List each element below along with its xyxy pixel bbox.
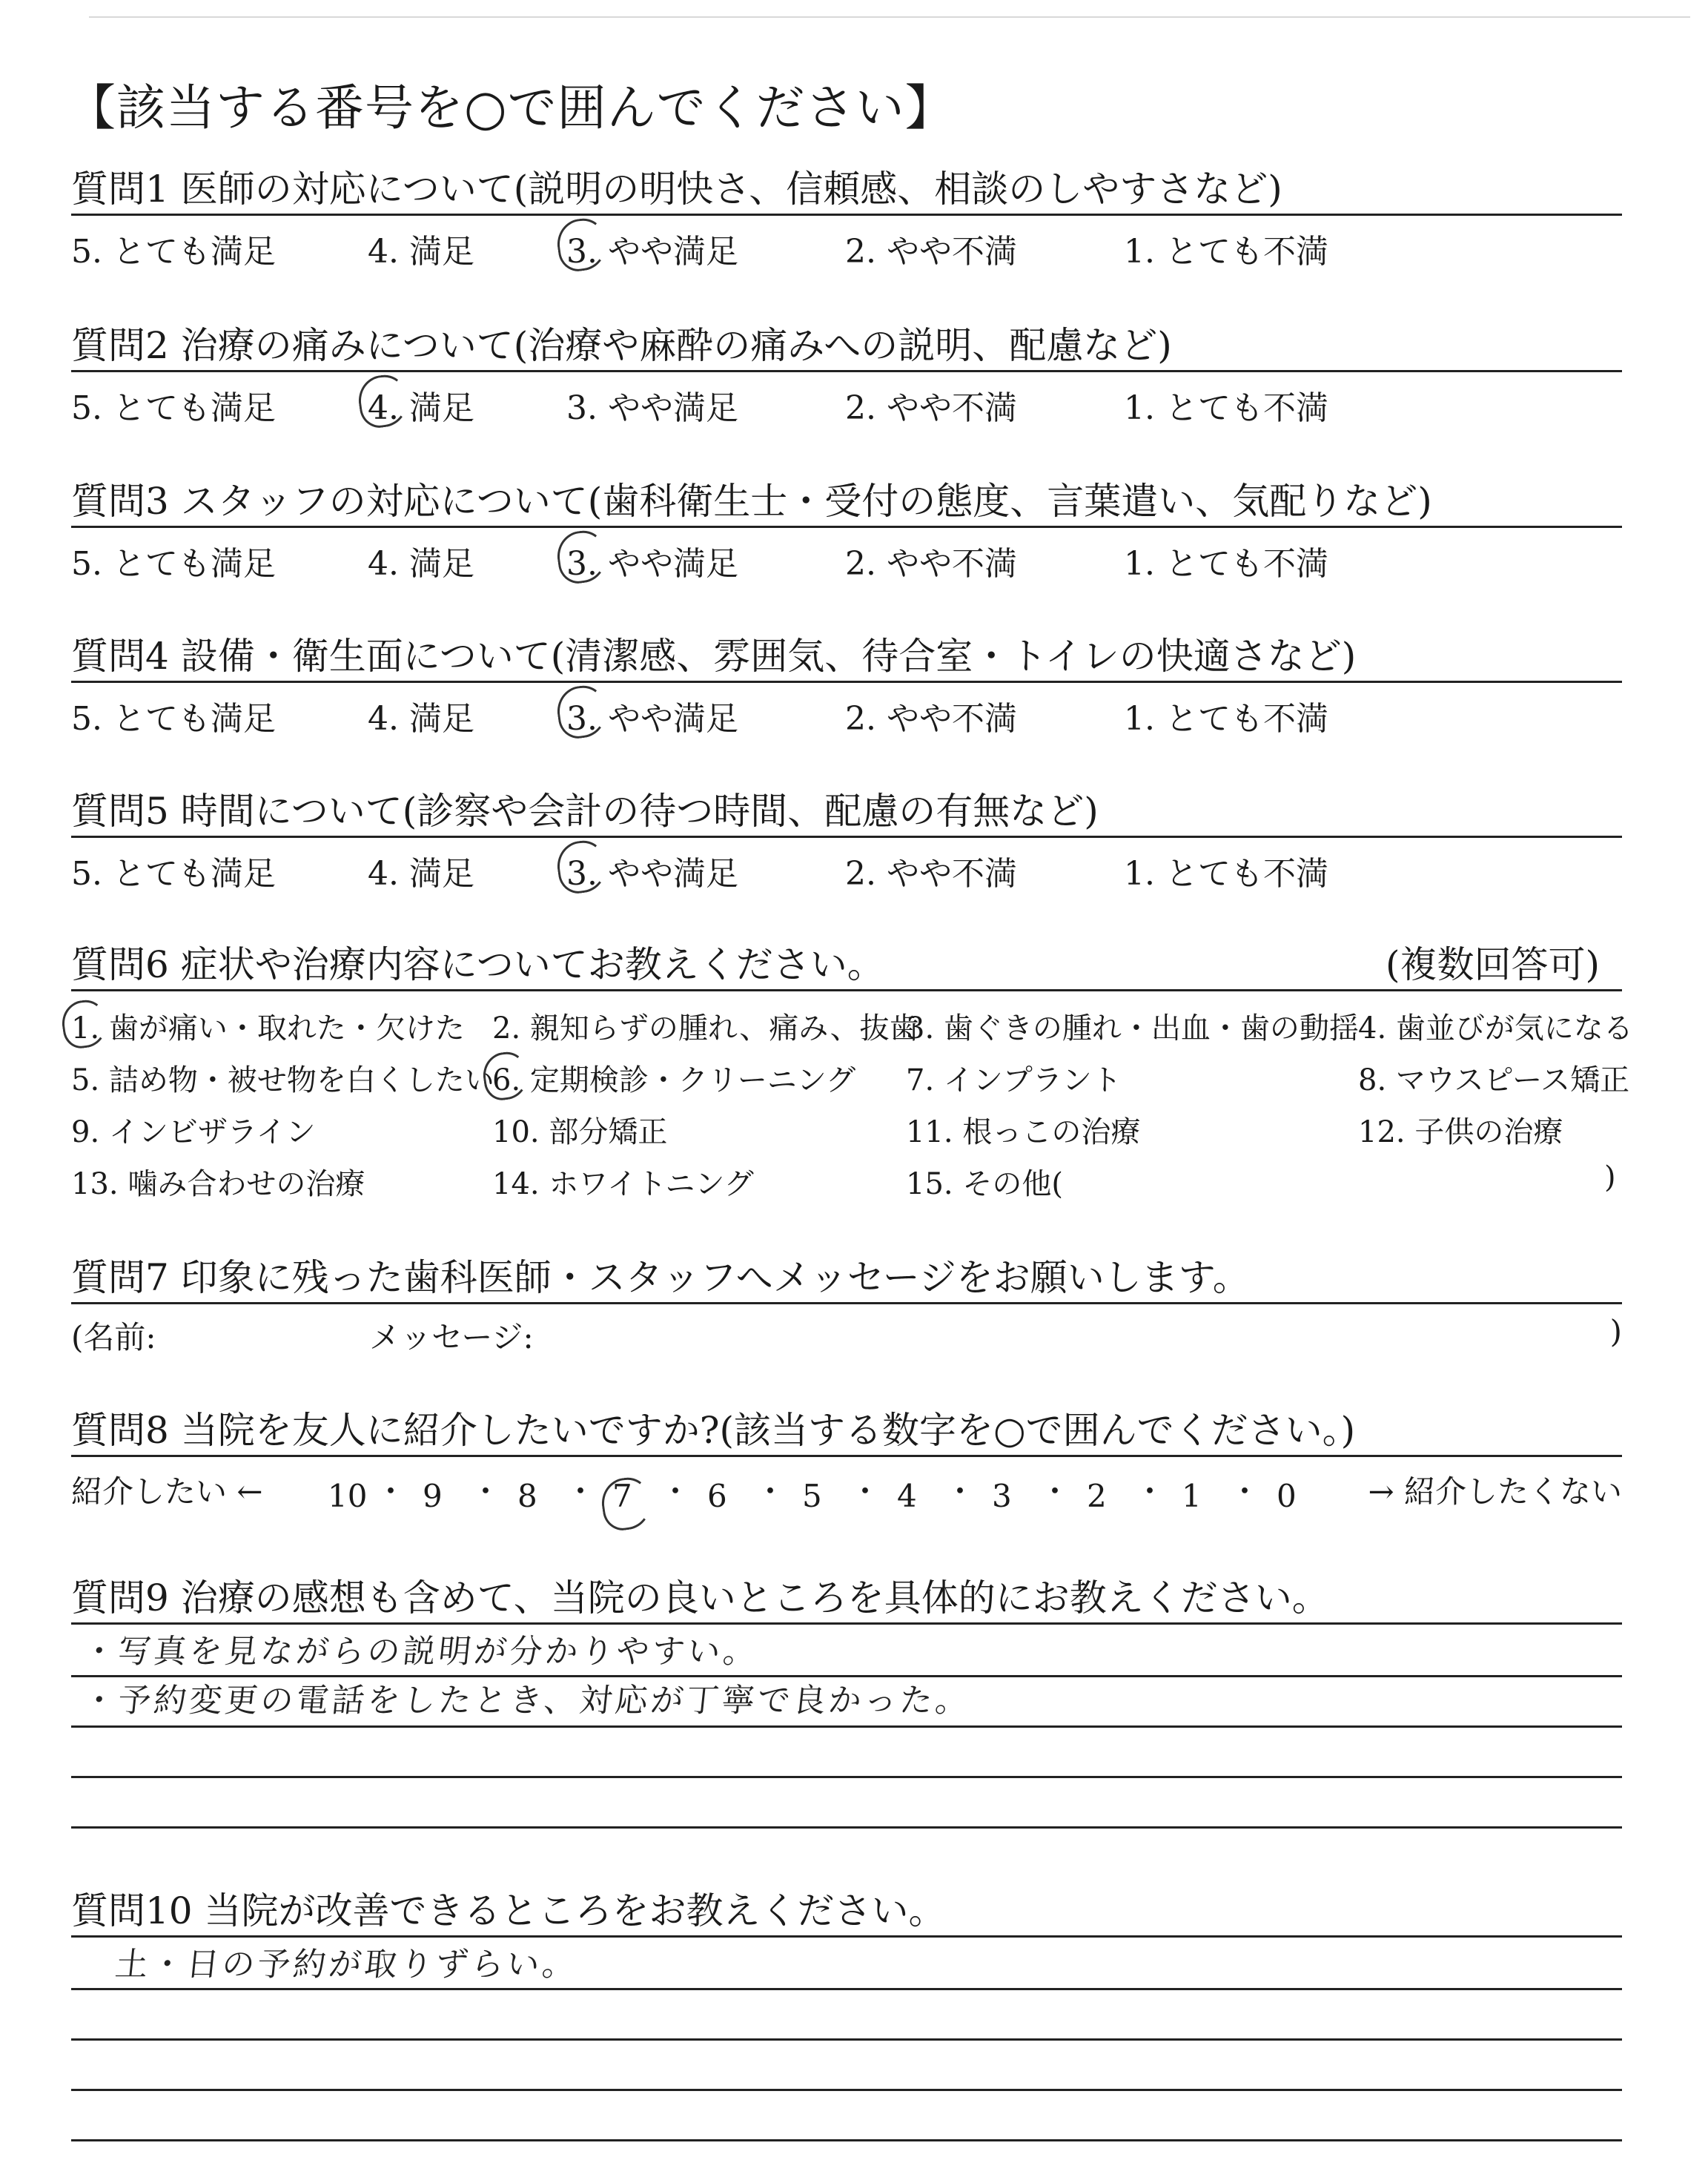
question-10	[71, 1886, 1622, 2160]
treatment-option-label: 8. マウスピース矯正	[1358, 1063, 1630, 1097]
question-title: 質問5 時間について(診察や会計の待つ時間、配慮の有無など)	[71, 787, 1622, 838]
question-8	[71, 1406, 1622, 1514]
rating-option-label: 5. とても満足	[71, 545, 276, 583]
recommend-value-label: 8	[517, 1478, 537, 1514]
scale-separator: ・	[565, 1473, 597, 1510]
name-label: (名前:	[71, 1319, 156, 1355]
treatment-option-7[interactable]	[906, 1057, 1122, 1099]
treatment-option-label: 2. 親知らずの腫れ、痛み、抜歯	[492, 1011, 919, 1046]
answer-line	[71, 2089, 1622, 2091]
rating-option-3[interactable]	[566, 537, 738, 584]
rating-option-5[interactable]	[71, 692, 276, 739]
treatment-option-label: 15. その他(	[906, 1167, 1063, 1201]
question-title: 質問8 当院を友人に紹介したいですか?(該当する数字を○で囲んでください。)	[71, 1406, 1622, 1457]
treatment-option-9[interactable]	[71, 1109, 316, 1151]
message-label: メッセージ:	[369, 1319, 534, 1355]
rating-options	[71, 838, 1622, 893]
rating-option-label: 5. とても満足	[71, 855, 276, 893]
treatment-option-4[interactable]	[1358, 1005, 1633, 1047]
rating-option-1[interactable]	[1124, 847, 1328, 894]
rating-option-4[interactable]	[368, 225, 474, 272]
treatment-option-label: )	[1604, 1160, 1616, 1195]
rating-options	[71, 372, 1622, 427]
rating-option-label: 1. とても不満	[1124, 233, 1328, 271]
rating-option-2[interactable]	[845, 537, 1017, 584]
question-2	[71, 321, 1622, 427]
recommend-value-label: 10	[328, 1478, 368, 1514]
rating-option-label: 2. やや不満	[845, 233, 1017, 271]
question-6-title: 質問6 症状や治療内容についてお教えください。	[71, 943, 884, 986]
rating-option-label: 4. 満足	[368, 700, 474, 738]
rating-option-4[interactable]	[368, 692, 474, 739]
handwritten-answer: ・写真を見ながらの説明が分かりやすい。	[80, 1633, 761, 1671]
rating-option-3[interactable]	[566, 225, 738, 272]
treatment-option-label: 11. 根っこの治療	[906, 1115, 1141, 1149]
question-1	[71, 165, 1622, 271]
treatment-option-label: 12. 子供の治療	[1358, 1115, 1563, 1149]
treatment-option-label: 9. インビザライン	[71, 1115, 316, 1149]
treatment-option-13[interactable]	[71, 1160, 365, 1203]
rating-option-label: 4. 満足	[368, 389, 474, 427]
rating-option-2[interactable]	[845, 381, 1017, 429]
treatment-option-12[interactable]	[1358, 1109, 1563, 1151]
rating-option-label: 4. 満足	[368, 233, 474, 271]
rating-option-label: 5. とても満足	[71, 233, 276, 271]
recommend-value-4[interactable]	[897, 1467, 917, 1514]
recommend-value-label: 9	[423, 1478, 443, 1514]
answer-line	[71, 2139, 1622, 2141]
treatment-options	[71, 991, 1633, 1206]
rating-option-1[interactable]	[1124, 381, 1328, 429]
rating-option-label: 3. やや満足	[566, 389, 738, 427]
treatment-option-label: 4. 歯並びが気になる	[1358, 1011, 1633, 1046]
rating-option-label: 1. とても不満	[1124, 700, 1328, 738]
recommend-value-label: 7	[612, 1478, 632, 1514]
question-5	[71, 787, 1622, 893]
treatment-option-6[interactable]	[492, 1057, 855, 1099]
message-row	[71, 1304, 1622, 1356]
treatment-option-15[interactable]	[906, 1160, 1063, 1203]
recommend-value-3[interactable]	[992, 1467, 1012, 1514]
scale-separator: ・	[375, 1473, 407, 1510]
recommend-value-0[interactable]	[1277, 1467, 1297, 1514]
treatment-option-10[interactable]	[492, 1109, 667, 1151]
rating-option-3[interactable]	[566, 381, 738, 429]
rating-option-label: 3. やや満足	[566, 233, 738, 271]
recommend-value-7[interactable]	[612, 1467, 632, 1514]
close-paren: )	[1609, 1313, 1622, 1350]
rating-option-label: 5. とても満足	[71, 700, 276, 738]
handwritten-answer: ・予約変更の電話をしたとき、対応が丁寧で良かった。	[80, 1682, 973, 1720]
treatment-option-1[interactable]	[71, 1005, 465, 1047]
treatment-option-label: 5. 詰め物・被せ物を白くしたい	[71, 1063, 494, 1097]
recommend-value-label: 0	[1277, 1478, 1297, 1514]
top-rule	[89, 16, 1690, 18]
treatment-option-label: 14. ホワイトニング	[492, 1167, 754, 1201]
treatment-option-label: 1. 歯が痛い・取れた・欠けた	[71, 1011, 465, 1046]
rating-option-3[interactable]	[566, 692, 738, 739]
rating-option-2[interactable]	[845, 692, 1017, 739]
treatment-option-2[interactable]	[492, 1005, 919, 1047]
recommend-value-label: 2	[1087, 1478, 1107, 1514]
scale-separator: ・	[1039, 1473, 1071, 1510]
rating-option-4[interactable]	[368, 847, 474, 894]
scale-separator: ・	[850, 1473, 881, 1510]
question-9	[71, 1573, 1622, 1892]
rating-option-label: 1. とても不満	[1124, 389, 1328, 427]
treatment-option-label: 3. 歯ぐきの腫れ・出血・歯の動揺	[906, 1011, 1359, 1046]
answer-line	[71, 1826, 1622, 1829]
treatment-option-14[interactable]	[492, 1160, 754, 1203]
recommend-value-5[interactable]	[802, 1467, 822, 1514]
scale-separator: ・	[660, 1473, 692, 1510]
rating-option-1[interactable]	[1124, 225, 1328, 272]
other-close-paren	[1604, 1160, 1616, 1195]
treatment-option-label: 6. 定期検診・クリーニング	[492, 1063, 856, 1097]
question-title: 質問7 印象に残った歯科医師・スタッフへメッセージをお願いします。	[71, 1253, 1622, 1304]
answer-line	[71, 1988, 1622, 1990]
recommend-right-label: → 紹介したくない	[1368, 1473, 1622, 1510]
answer-line	[71, 1725, 1622, 1728]
scale-separator: ・	[755, 1473, 787, 1510]
rating-options	[71, 528, 1622, 583]
treatment-option-3[interactable]	[906, 1005, 1359, 1047]
recommend-value-label: 5	[802, 1478, 822, 1514]
rating-option-1[interactable]	[1124, 692, 1328, 739]
rating-option-label: 2. やや不満	[845, 855, 1017, 893]
answer-area	[71, 1938, 1622, 2160]
rating-option-label: 4. 満足	[368, 855, 474, 893]
rating-option-label: 3. やや満足	[566, 855, 738, 893]
recommend-value-8[interactable]	[517, 1467, 537, 1514]
page-heading: 【該当する番号を○で囲んでください】	[67, 79, 955, 136]
recommend-value-6[interactable]	[707, 1467, 727, 1514]
scale-separator: ・	[944, 1473, 976, 1510]
treatment-option-label: 13. 噛み合わせの治療	[71, 1167, 365, 1201]
recommend-value-label: 6	[707, 1478, 727, 1514]
rating-option-5[interactable]	[71, 537, 276, 584]
rating-option-2[interactable]	[845, 225, 1017, 272]
rating-option-4[interactable]	[368, 537, 474, 584]
recommend-value-1[interactable]	[1182, 1467, 1202, 1514]
recommend-left-label: 紹介したい ←	[71, 1473, 263, 1510]
question-title: 質問1 医師の対応について(説明の明快さ、信頼感、相談のしやすさなど)	[71, 165, 1622, 216]
question-3	[71, 477, 1622, 583]
treatment-option-label: 7. インプラント	[906, 1063, 1122, 1097]
rating-option-label: 5. とても満足	[71, 389, 276, 427]
rating-option-label: 2. やや不満	[845, 545, 1017, 583]
rating-option-label: 1. とても不満	[1124, 545, 1328, 583]
rating-option-label: 3. やや満足	[566, 700, 738, 738]
question-6	[71, 940, 1633, 1206]
rating-option-5[interactable]	[71, 847, 276, 894]
question-title: 質問2 治療の痛みについて(治療や麻酔の痛みへの説明、配慮など)	[71, 321, 1622, 372]
treatment-option-label: 10. 部分矯正	[492, 1115, 668, 1149]
question-title: 質問10 当院が改善できるところをお教えください。	[71, 1886, 1622, 1938]
rating-option-1[interactable]	[1124, 537, 1328, 584]
rating-option-label: 3. やや満足	[566, 545, 738, 583]
treatment-option-5[interactable]	[71, 1057, 494, 1099]
scale-separator: ・	[1229, 1473, 1261, 1510]
recommend-scale	[71, 1457, 1622, 1514]
question-4	[71, 632, 1622, 738]
multiple-answer-note: (複数回答可)	[1385, 943, 1600, 986]
rating-option-label: 2. やや不満	[845, 700, 1017, 738]
rating-option-4[interactable]	[368, 381, 474, 429]
rating-option-5[interactable]	[71, 381, 276, 429]
treatment-option-11[interactable]	[906, 1109, 1140, 1151]
scale-separator: ・	[470, 1473, 502, 1510]
recommend-value-9[interactable]	[423, 1467, 443, 1514]
rating-option-5[interactable]	[71, 225, 276, 272]
recommend-value-label: 1	[1182, 1478, 1202, 1514]
rating-option-label: 1. とても不満	[1124, 855, 1328, 893]
question-title: 質問4 設備・衛生面について(清潔感、雰囲気、待合室・トイレの快適さなど)	[71, 632, 1622, 683]
treatment-option-8[interactable]	[1358, 1057, 1629, 1099]
answer-line	[71, 2038, 1622, 2041]
rating-option-3[interactable]	[566, 847, 738, 894]
handwritten-answer: 土・日の予約が取りずらい。	[113, 1946, 580, 1984]
question-title: 質問9 治療の感想も含めて、当院の良いところを具体的にお教えください。	[71, 1573, 1622, 1625]
rating-options	[71, 683, 1622, 738]
recommend-value-2[interactable]	[1087, 1467, 1107, 1514]
answer-line	[71, 1776, 1622, 1778]
scale-separator: ・	[1134, 1473, 1166, 1510]
rating-options	[71, 216, 1622, 271]
rating-option-label: 2. やや不満	[845, 389, 1017, 427]
question-7	[71, 1253, 1622, 1356]
recommend-value-10[interactable]	[328, 1467, 368, 1514]
recommend-value-label: 4	[897, 1478, 917, 1514]
answer-area	[71, 1625, 1622, 1892]
rating-option-label: 4. 満足	[368, 545, 474, 583]
recommend-value-label: 3	[992, 1478, 1012, 1514]
rating-option-2[interactable]	[845, 847, 1017, 894]
question-title: 質問3 スタッフの対応について(歯科衛生士・受付の態度、言葉遣い、気配りなど)	[71, 477, 1622, 528]
question-title	[71, 940, 1622, 991]
